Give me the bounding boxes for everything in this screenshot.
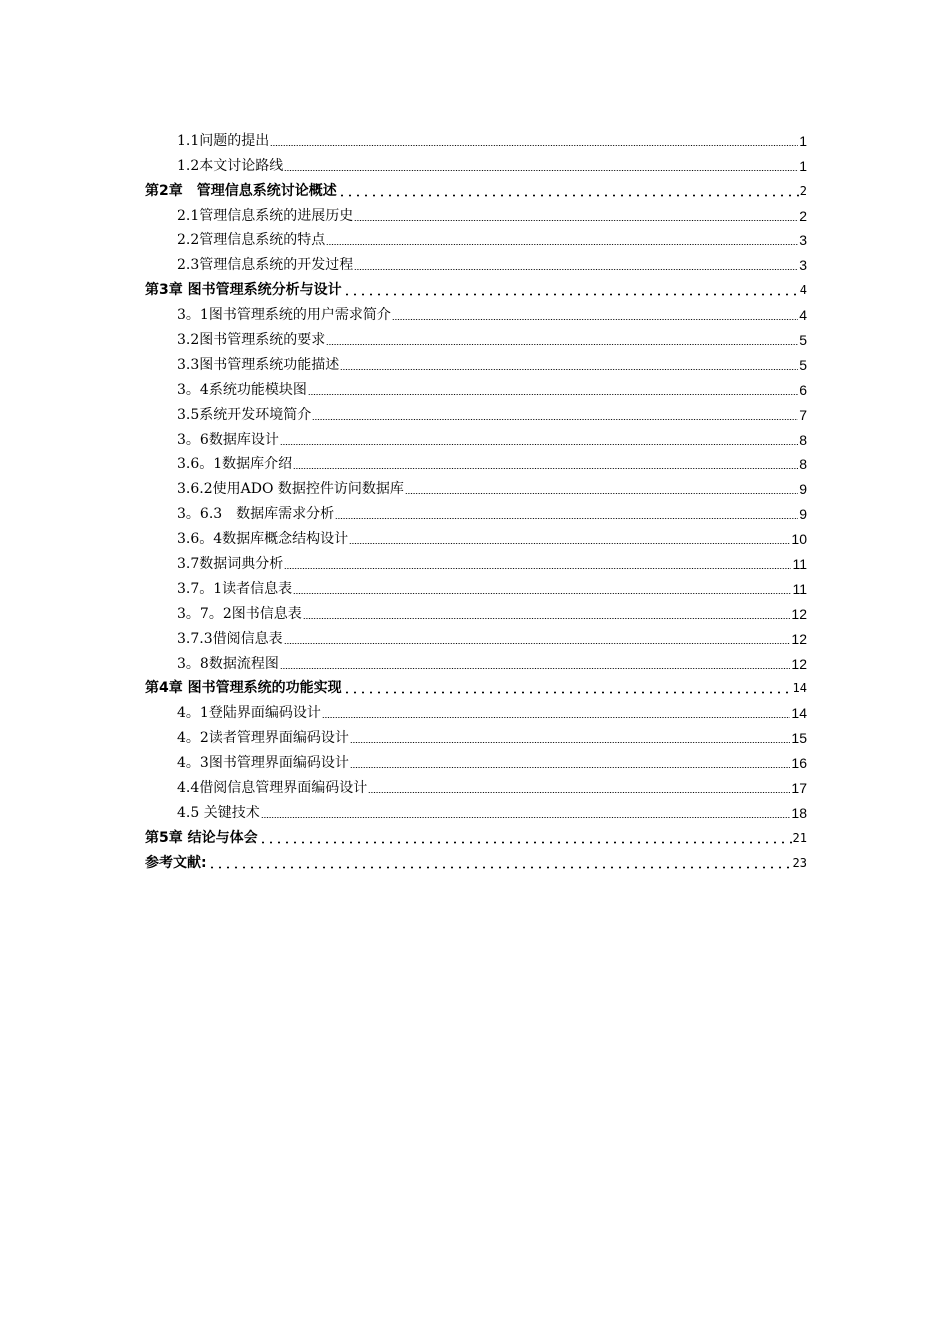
toc-section-entry[interactable] — [145, 797, 807, 822]
toc-dot-leader — [293, 583, 791, 595]
toc-entry-page-number: 12 — [791, 605, 807, 622]
toc-section-entry[interactable] — [145, 424, 807, 449]
toc-entry-title: 1.2本文讨论路线 — [177, 157, 284, 174]
toc-dot-leader — [354, 259, 798, 271]
toc-entry-page-number: 12 — [791, 630, 807, 647]
toc-dot-leader — [349, 533, 790, 545]
toc-entry-title: 3。4系统功能模块图 — [177, 381, 307, 398]
toc-chapter-entry[interactable] — [145, 822, 807, 847]
toc-entry-page-number: 15 — [791, 730, 807, 747]
toc-entry-page-number: 3 — [799, 232, 807, 249]
toc-section-entry[interactable] — [145, 697, 807, 722]
toc-section-entry[interactable] — [145, 722, 807, 747]
toc-entry-page-number: 12 — [791, 655, 807, 672]
toc-entry-page-number: 9 — [799, 506, 807, 523]
toc-dot-leader — [293, 458, 798, 470]
toc-section-entry[interactable] — [145, 598, 807, 623]
toc-dot-leader — [312, 409, 798, 421]
toc-entry-title: 4。3图书管理界面编码设计 — [177, 755, 349, 772]
toc-dot-leader — [343, 682, 792, 694]
toc-section-entry[interactable] — [145, 150, 807, 175]
toc-entry-page-number: 4 — [799, 283, 807, 298]
toc-section-entry[interactable] — [145, 473, 807, 498]
toc-section-entry[interactable] — [145, 449, 807, 474]
toc-entry-page-number: 1 — [799, 157, 807, 174]
toc-entry-title: 4.4借阅信息管理界面编码设计 — [177, 780, 368, 797]
toc-entry-title: 3。1图书管理系统的用户需求简介 — [177, 307, 391, 324]
toc-section-entry[interactable] — [145, 374, 807, 399]
toc-entry-page-number: 14 — [791, 705, 807, 722]
toc-dot-leader — [335, 508, 798, 520]
toc-entry-page-number: 16 — [791, 755, 807, 772]
toc-entry-page-number: 21 — [792, 830, 807, 845]
toc-entry-title: 1.1问题的提出 — [177, 132, 270, 149]
toc-dot-leader — [326, 334, 798, 346]
toc-entry-title: 3。6数据库设计 — [177, 431, 279, 448]
toc-section-entry[interactable] — [145, 623, 807, 648]
toc-entry-title: 2.2管理信息系统的特点 — [177, 232, 326, 249]
toc-dot-leader — [280, 434, 798, 446]
table-of-contents — [145, 125, 807, 872]
toc-entry-title: 3.3图书管理系统功能描述 — [177, 356, 340, 373]
toc-dot-leader — [368, 782, 790, 794]
toc-entry-page-number: 8 — [799, 456, 807, 473]
toc-section-entry[interactable] — [145, 747, 807, 772]
toc-entry-page-number: 9 — [799, 481, 807, 498]
toc-entry-page-number: 6 — [799, 381, 807, 398]
toc-section-entry[interactable] — [145, 225, 807, 250]
toc-chapter-entry[interactable] — [145, 274, 807, 299]
toc-dot-leader — [322, 707, 791, 719]
toc-dot-leader — [270, 135, 798, 147]
toc-entry-title: 3.7数据词典分析 — [177, 556, 284, 573]
toc-entry-page-number: 17 — [791, 780, 807, 797]
toc-entry-page-number: 23 — [792, 855, 807, 870]
toc-entry-title: 3.7。1读者信息表 — [177, 580, 293, 597]
toc-dot-leader — [208, 857, 792, 869]
toc-entry-title: 3。8数据流程图 — [177, 655, 279, 672]
toc-dot-leader — [303, 608, 791, 620]
toc-entry-page-number: 14 — [792, 681, 807, 696]
toc-dot-leader — [284, 558, 791, 570]
toc-entry-title: 2.3管理信息系统的开发过程 — [177, 257, 354, 274]
toc-entry-title: 3。6.3 数据库需求分析 — [177, 506, 335, 523]
toc-dot-leader — [392, 309, 798, 321]
toc-section-entry[interactable] — [145, 548, 807, 573]
toc-section-entry[interactable] — [145, 399, 807, 424]
toc-dot-leader — [284, 633, 791, 645]
toc-entry-page-number: 1 — [799, 132, 807, 149]
toc-entry-title: 4。2读者管理界面编码设计 — [177, 730, 349, 747]
toc-dot-leader — [261, 807, 791, 819]
toc-section-entry[interactable] — [145, 299, 807, 324]
toc-entry-title: 2.1管理信息系统的进展历史 — [177, 207, 354, 224]
toc-dot-leader — [308, 384, 798, 396]
toc-entry-title: 第2章 管理信息系统讨论概述 — [145, 182, 337, 199]
toc-section-entry[interactable] — [145, 125, 807, 150]
toc-section-entry[interactable] — [145, 349, 807, 374]
toc-entry-title: 第3章 图书管理系统分析与设计 — [145, 282, 342, 299]
toc-section-entry[interactable] — [145, 648, 807, 673]
toc-entry-title: 3.6。4数据库概念结构设计 — [177, 531, 349, 548]
toc-dot-leader — [354, 210, 798, 222]
toc-entry-page-number: 4 — [799, 307, 807, 324]
toc-entry-page-number: 11 — [792, 556, 807, 573]
toc-chapter-entry[interactable] — [145, 175, 807, 200]
toc-dot-leader — [326, 234, 798, 246]
toc-section-entry[interactable] — [145, 324, 807, 349]
toc-entry-page-number: 5 — [799, 332, 807, 349]
toc-entry-page-number: 10 — [791, 531, 807, 548]
toc-entry-title: 3.7.3借阅信息表 — [177, 630, 283, 647]
toc-section-entry[interactable] — [145, 249, 807, 274]
toc-dot-leader — [405, 483, 798, 495]
toc-section-entry[interactable] — [145, 523, 807, 548]
toc-dot-leader — [350, 732, 791, 744]
toc-entry-page-number: 2 — [799, 183, 807, 198]
toc-dot-leader — [338, 185, 799, 197]
toc-chapter-entry[interactable] — [145, 673, 807, 698]
toc-dot-leader — [343, 284, 799, 296]
toc-entry-page-number: 11 — [792, 580, 807, 597]
toc-entry-page-number: 8 — [799, 431, 807, 448]
toc-entry-page-number: 5 — [799, 356, 807, 373]
toc-section-entry[interactable] — [145, 200, 807, 225]
toc-entry-title: 第4章 图书管理系统的功能实现 — [145, 680, 342, 697]
toc-entry-title: 4。1登陆界面编码设计 — [177, 705, 321, 722]
toc-entry-title: 4.5 关键技术 — [177, 804, 260, 821]
toc-section-entry[interactable] — [145, 498, 807, 523]
toc-dot-leader — [259, 832, 792, 844]
toc-entry-title: 3.5系统开发环境简介 — [177, 406, 312, 423]
toc-entry-page-number: 18 — [791, 804, 807, 821]
toc-entry-title: 3.6。1数据库介绍 — [177, 456, 293, 473]
toc-dot-leader — [340, 359, 798, 371]
toc-entry-page-number: 7 — [799, 406, 807, 423]
toc-entry-title: 第5章 结论与体会 — [145, 829, 258, 846]
toc-entry-title: 参考文献: — [145, 854, 207, 871]
toc-dot-leader — [280, 658, 791, 670]
toc-section-entry[interactable] — [145, 772, 807, 797]
toc-section-entry[interactable] — [145, 573, 807, 598]
toc-entry-title: 3。7。2图书信息表 — [177, 605, 302, 622]
toc-entry-page-number: 3 — [799, 257, 807, 274]
toc-dot-leader — [284, 160, 798, 172]
toc-chapter-entry[interactable] — [145, 847, 807, 872]
toc-dot-leader — [350, 757, 791, 769]
toc-entry-title: 3.2图书管理系统的要求 — [177, 332, 326, 349]
toc-entry-page-number: 2 — [799, 207, 807, 224]
toc-entry-title: 3.6.2使用ADO 数据控件访问数据库 — [177, 481, 404, 498]
